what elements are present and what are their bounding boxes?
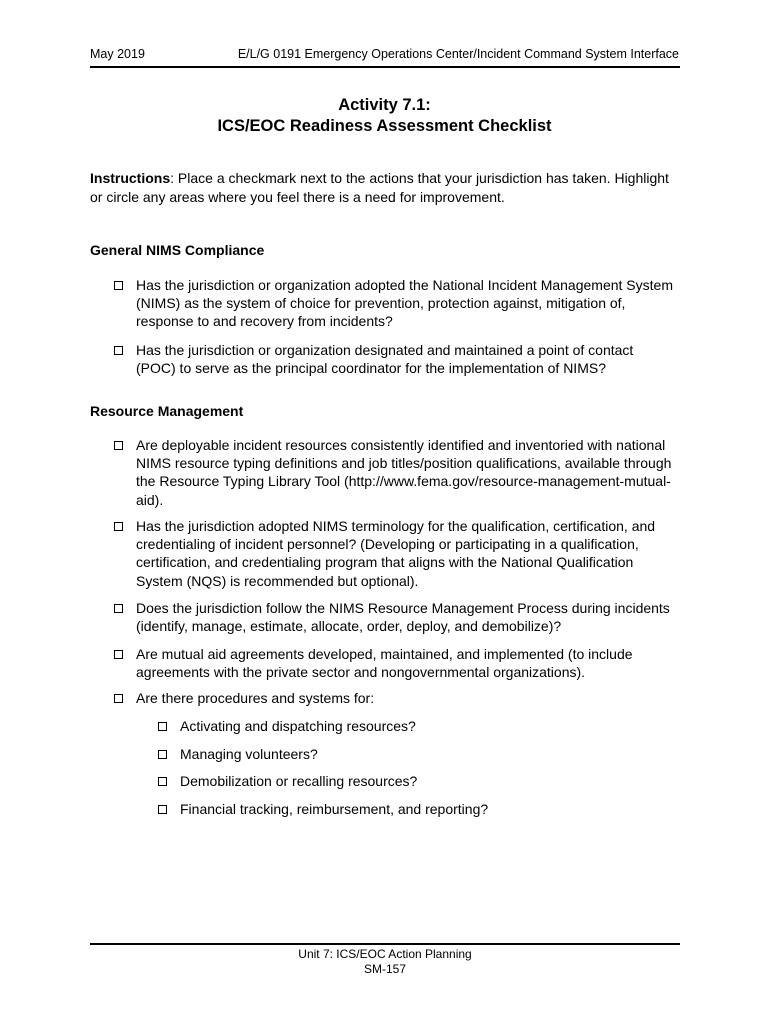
- checklist-title: ICS/EOC Readiness Assessment Checklist: [217, 117, 552, 135]
- checklist-item: [114, 341, 674, 377]
- checklist-item-text: Does the jurisdiction follow the NIMS Resource Management Process during incidents (identify, manage, estimate, allocate, order, deploy, and demobilize)?: [136, 600, 670, 635]
- checklist-subitem: [158, 745, 658, 763]
- header-date: May 2019: [90, 47, 145, 61]
- checklist-item-text: Has the jurisdiction or organization adopted the National Incident Management System (NIMS) as the system of choice for prevention, protection against, mitigation of, response to and recovery from incidents?: [136, 277, 673, 330]
- checklist-subitem-text: Financial tracking, reimbursement, and reporting?: [180, 801, 489, 817]
- section-heading-resource-management: Resource Management: [90, 403, 244, 419]
- checklist-item-text: Are there procedures and systems for:: [136, 690, 375, 706]
- checklist-subitem-text: Demobilization or recalling resources?: [180, 773, 418, 789]
- checkbox[interactable]: [114, 346, 123, 355]
- instructions-text: : Place a checkmark next to the actions that your jurisdiction has taken. Highlight or circle any areas where you feel there is a need for improvement.: [90, 170, 669, 205]
- checklist-subitem-text: Activating and dispatching resources?: [180, 718, 416, 734]
- checkbox[interactable]: [114, 441, 123, 450]
- checklist-item-text: Has the jurisdiction adopted NIMS terminology for the qualification, certification, and credentialing of incident personnel? (Developing or participating in a qualification, certification, and credentialing program that aligns with the National Qualification System (NQS) is recommended but optional).: [136, 518, 656, 589]
- footer-rule: [90, 943, 680, 945]
- checkbox[interactable]: [114, 281, 123, 290]
- checkbox[interactable]: [158, 805, 167, 814]
- checkbox[interactable]: [114, 604, 123, 613]
- instructions-label: Instructions: [90, 170, 171, 186]
- checklist-subitem: [158, 772, 658, 790]
- checkbox[interactable]: [158, 777, 167, 786]
- checklist-item: [114, 436, 674, 509]
- checklist-item: [114, 276, 674, 331]
- header-course-title: E/L/G 0191 Emergency Operations Center/Incident Command System Interface: [237, 47, 679, 61]
- footer-page-number: SM-157: [363, 962, 407, 976]
- checkbox[interactable]: [158, 750, 167, 759]
- checkbox[interactable]: [114, 522, 123, 531]
- checklist-item: [114, 645, 674, 681]
- footer-unit: Unit 7: ICS/EOC Action Planning: [298, 947, 472, 961]
- checkbox[interactable]: [158, 722, 167, 731]
- activity-number: Activity 7.1:: [338, 96, 431, 114]
- checklist-subitem: [158, 717, 658, 735]
- checkbox[interactable]: [114, 650, 123, 659]
- checklist-item-text: Are deployable incident resources consistently identified and inventoried with national NIMS resource typing definitions and job titles/position qualifications, available through the Resource Typing Library Tool (http://www.fema.gov/resource-management-mutual-aid).: [136, 437, 672, 508]
- checklist-item-text: Has the jurisdiction or organization designated and maintained a point of contact (POC) to serve as the principal coordinator for the implementation of NIMS?: [136, 342, 634, 377]
- checklist-item: [114, 517, 674, 590]
- checklist-item: [114, 599, 674, 635]
- checklist-subitem-text: Managing volunteers?: [180, 746, 318, 762]
- section-heading-general-nims: General NIMS Compliance: [90, 242, 265, 258]
- header-rule: [90, 66, 680, 68]
- checklist-item-text: Are mutual aid agreements developed, maintained, and implemented (to include agreements with the private sector and nongovernmental organizations).: [136, 646, 633, 681]
- instructions: [90, 169, 680, 207]
- checklist-item: [114, 689, 674, 707]
- checkbox[interactable]: [114, 694, 123, 703]
- checklist-subitem: [158, 800, 658, 818]
